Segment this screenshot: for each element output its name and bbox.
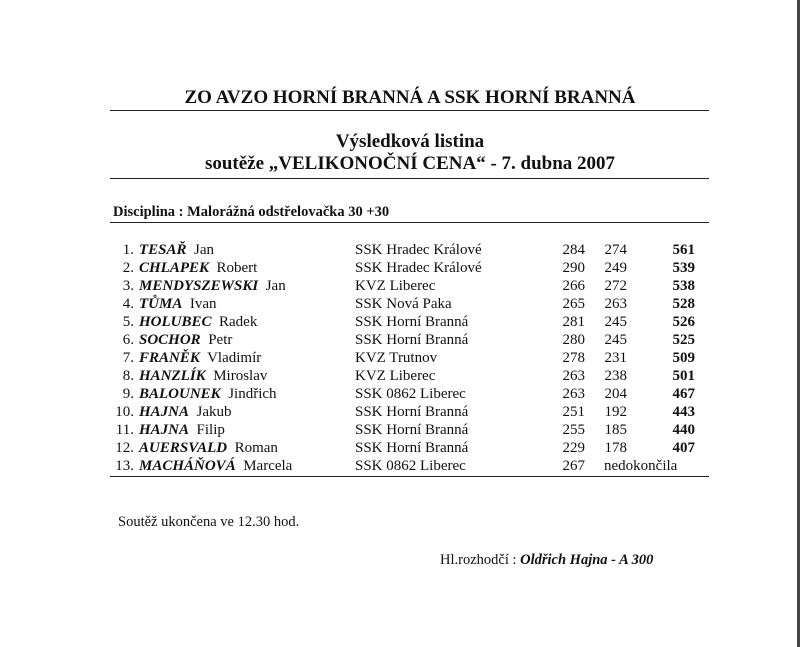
- surname: TESAŘ: [139, 242, 187, 258]
- surname: HANZLÍK: [139, 368, 206, 384]
- club: SSK Hradec Králové: [355, 242, 482, 258]
- rank: 8.: [122, 368, 134, 384]
- club: SSK Nová Paka: [355, 296, 452, 312]
- first-name: Vladimír: [207, 350, 262, 366]
- first-name: Filip: [196, 422, 225, 438]
- score-first: 290: [562, 260, 585, 276]
- competitor-name: [139, 440, 278, 457]
- score-second: 272: [604, 278, 627, 294]
- score-first: 281: [562, 314, 585, 330]
- score-total: 440: [672, 422, 695, 438]
- first-name: Ivan: [189, 296, 217, 312]
- organizer-heading: ZO AVZO HORNÍ BRANNÁ A SSK HORNÍ BRANNÁ: [184, 87, 636, 108]
- competitor-name: [139, 242, 214, 259]
- competitor-name: [139, 368, 267, 385]
- club: SSK 0862 Liberec: [355, 386, 466, 402]
- table-row: [0, 350, 800, 368]
- club: KVZ Liberec: [355, 368, 436, 384]
- score-first: 263: [562, 368, 585, 384]
- score-total: 501: [672, 368, 695, 384]
- competitor-name: [139, 422, 225, 439]
- first-name: Robert: [216, 260, 258, 276]
- surname: MENDYSZEWSKI: [139, 278, 259, 294]
- table-row: [0, 422, 800, 440]
- competitor-name: [139, 278, 286, 295]
- score-second: 192: [604, 404, 627, 420]
- document-title: Výsledková listina: [335, 131, 485, 152]
- score-second: 274: [604, 242, 627, 258]
- score-first: 284: [562, 242, 585, 258]
- score-first: 229: [562, 440, 585, 456]
- rank: 9.: [122, 386, 134, 402]
- rank: 3.: [122, 278, 134, 294]
- table-row: [0, 332, 800, 350]
- first-name: Jakub: [196, 404, 232, 420]
- table-row: [0, 314, 800, 332]
- score-second: 178: [604, 440, 627, 456]
- score-total: 528: [672, 296, 695, 312]
- table-row: [0, 386, 800, 404]
- score-second: 263: [604, 296, 627, 312]
- table-row: [0, 404, 800, 422]
- competitor-name: [139, 296, 217, 313]
- score-first: 266: [562, 278, 585, 294]
- club: SSK Horní Branná: [355, 314, 469, 330]
- competitor-name: [139, 458, 292, 475]
- rank: 2.: [122, 260, 134, 276]
- rank: 4.: [122, 296, 134, 312]
- score-total: 526: [672, 314, 695, 330]
- score-second: 249: [604, 260, 627, 276]
- rank: 1.: [122, 242, 134, 258]
- score-total: 538: [672, 278, 695, 294]
- surname: TŮMA: [139, 296, 183, 312]
- first-name: Jan: [194, 242, 215, 258]
- score-total: 525: [672, 332, 695, 348]
- score-second: 238: [604, 368, 627, 384]
- rank: 13.: [115, 458, 134, 474]
- table-row: [0, 440, 800, 458]
- score-total: 467: [672, 386, 695, 402]
- first-name: Miroslav: [213, 368, 268, 384]
- judge-line: [440, 552, 653, 569]
- score-total: 561: [672, 242, 695, 258]
- club: KVZ Trutnov: [355, 350, 438, 366]
- score-first: 267: [562, 458, 585, 474]
- heading-rule: [110, 110, 709, 111]
- discipline-label: Disciplina : Malorážná odstřelovačka 30 +30: [113, 204, 390, 220]
- score-first: 265: [562, 296, 585, 312]
- surname: AUERSVALD: [139, 440, 228, 456]
- first-name: Marcela: [243, 458, 293, 474]
- rank: 10.: [115, 404, 134, 420]
- judge-name: Oldřich Hajna - A 300: [520, 552, 654, 568]
- competitor-name: [139, 314, 257, 331]
- score-total: 539: [672, 260, 695, 276]
- table-row: [0, 260, 800, 278]
- rank: 7.: [122, 350, 134, 366]
- score-second: 231: [604, 350, 627, 366]
- table-row: [0, 368, 800, 386]
- first-name: Jan: [265, 278, 286, 294]
- table-row: [0, 296, 800, 314]
- surname: BALOUNEK: [139, 386, 221, 402]
- score-first: 280: [562, 332, 585, 348]
- score-second: 204: [604, 386, 627, 402]
- club: SSK Horní Branná: [355, 404, 469, 420]
- score-total: 443: [672, 404, 695, 420]
- score-first: 255: [562, 422, 585, 438]
- discipline-rule: [110, 222, 709, 223]
- club: SSK 0862 Liberec: [355, 458, 466, 474]
- surname: MACHÁŇOVÁ: [139, 458, 236, 474]
- competitor-name: [139, 350, 261, 367]
- score-second: 245: [604, 332, 627, 348]
- surname: HAJNA: [139, 422, 190, 438]
- club: SSK Horní Branná: [355, 440, 469, 456]
- score-first: 263: [562, 386, 585, 402]
- first-name: Roman: [234, 440, 278, 456]
- surname: HAJNA: [139, 404, 190, 420]
- rank: 5.: [122, 314, 134, 330]
- rank: 12.: [115, 440, 134, 456]
- competition-title: soutěže „VELIKONOČNÍ CENA“ - 7. dubna 2007: [204, 153, 616, 174]
- surname: SOCHOR: [139, 332, 201, 348]
- table-bottom-rule: [110, 476, 709, 477]
- first-name: Jindřich: [228, 386, 277, 402]
- score-second: 245: [604, 314, 627, 330]
- competitor-name: [139, 332, 232, 349]
- end-note: Soutěž ukončena ve 12.30 hod.: [118, 514, 300, 530]
- surname: FRANĚK: [139, 350, 200, 366]
- score-first: 278: [562, 350, 585, 366]
- first-name: Radek: [219, 314, 258, 330]
- competitor-name: [139, 260, 257, 277]
- surname: CHLAPEK: [139, 260, 210, 276]
- club: SSK Horní Branná: [355, 422, 469, 438]
- club: SSK Hradec Králové: [355, 260, 482, 276]
- competitor-name: [139, 386, 277, 403]
- rank: 6.: [122, 332, 134, 348]
- club: SSK Horní Branná: [355, 332, 469, 348]
- score-second: 185: [604, 422, 627, 438]
- score-total: 509: [672, 350, 695, 366]
- club: KVZ Liberec: [355, 278, 436, 294]
- title-rule: [110, 178, 709, 179]
- table-row: [0, 458, 800, 476]
- competitor-name: [139, 404, 232, 421]
- surname: HOLUBEC: [139, 314, 212, 330]
- table-row: [0, 242, 800, 260]
- rank: 11.: [115, 422, 134, 438]
- score-first: 251: [562, 404, 585, 420]
- judge-label: Hl.rozhodčí :: [440, 552, 517, 568]
- first-name: Petr: [208, 332, 233, 348]
- table-row: [0, 278, 800, 296]
- score-total: 407: [672, 440, 695, 456]
- status-note: nedokončila: [604, 458, 678, 474]
